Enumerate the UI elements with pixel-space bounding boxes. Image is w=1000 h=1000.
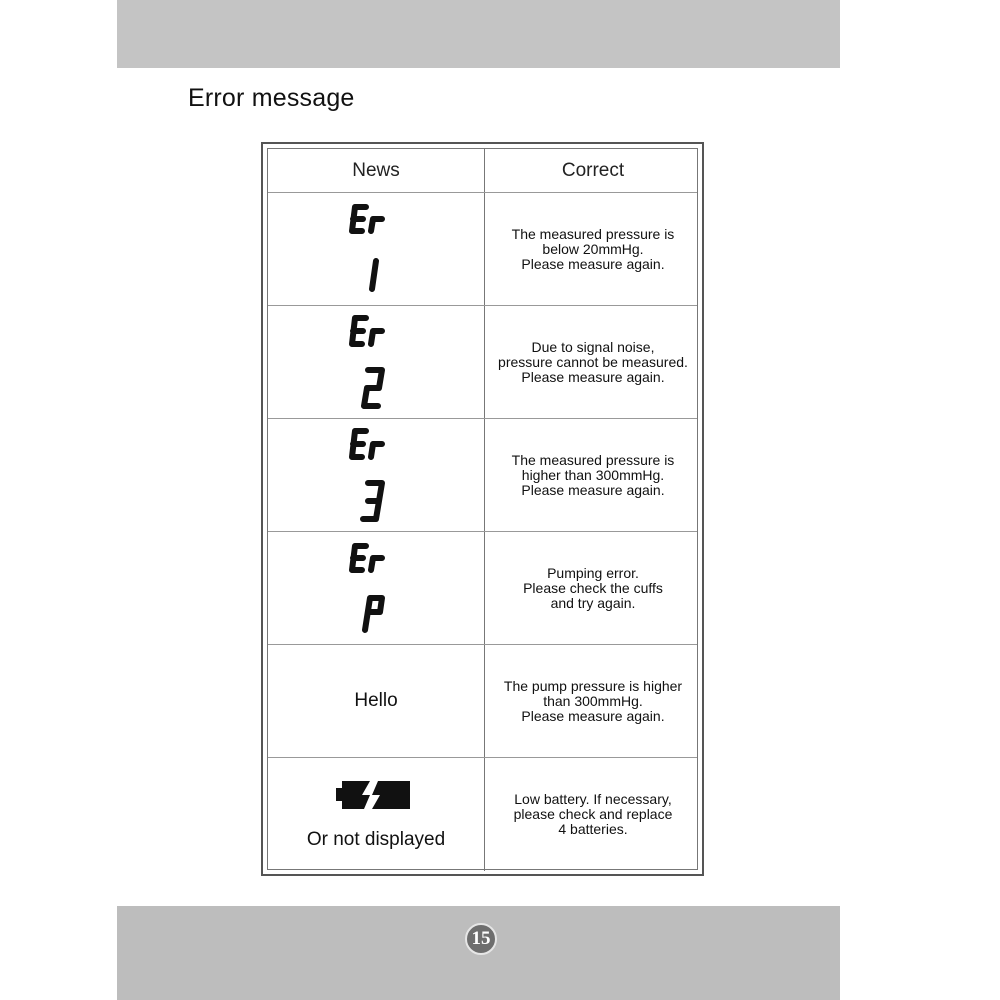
lcd-erp-icon — [346, 540, 406, 636]
header-correct: Correct — [561, 159, 625, 181]
error-message: Pumping error. Please check the cuffs and try again. — [523, 564, 663, 611]
low-battery-icon — [336, 779, 416, 811]
table-row — [268, 532, 697, 645]
error-message: The measured pressure is below 20mmHg. Please measure again. — [511, 225, 675, 272]
lcd-er2-icon — [346, 312, 406, 412]
display-hello-text: Hello — [354, 690, 398, 711]
lcd-er3-icon — [346, 425, 406, 525]
manual-page — [117, 0, 840, 1000]
error-table — [261, 142, 704, 876]
table-header-row — [268, 149, 697, 193]
lcd-er1-icon — [346, 201, 406, 297]
table-row — [268, 193, 697, 306]
header-news: News — [352, 159, 400, 181]
error-table-inner — [267, 148, 698, 870]
table-row — [268, 758, 697, 871]
error-message: The pump pressure is higher than 300mmHg. Please measure again. — [503, 677, 683, 724]
not-displayed-text: Or not displayed — [306, 828, 446, 850]
table-row — [268, 419, 697, 532]
page-title: Error message — [188, 84, 355, 112]
header-band — [117, 0, 840, 68]
table-row — [268, 306, 697, 419]
error-message: Low battery. If necessary, please check and replace 4 batteries. — [513, 791, 673, 837]
error-message: The measured pressure is higher than 300mmHg. Please measure again. — [511, 451, 675, 498]
page-number: 15 — [465, 923, 497, 955]
error-message: Due to signal noise, pressure cannot be measured. Please measure again. — [498, 338, 688, 385]
table-row — [268, 645, 697, 758]
